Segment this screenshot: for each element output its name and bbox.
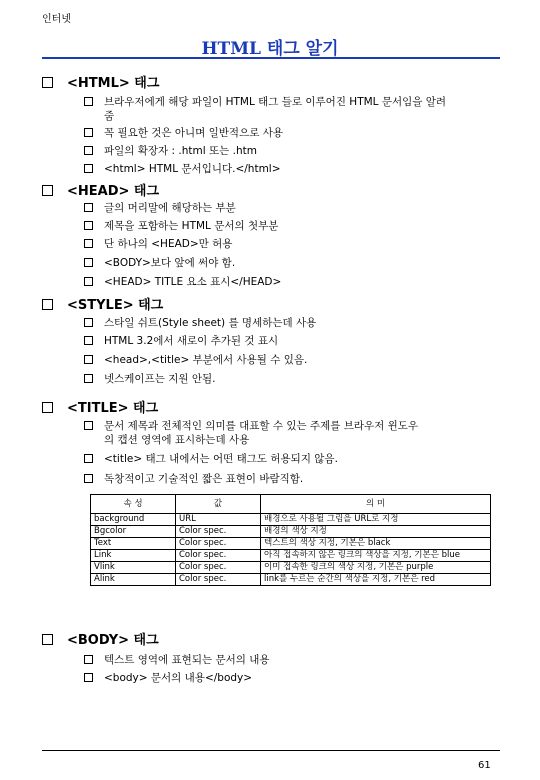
checkbox-bullet-icon [84, 673, 93, 682]
table-cell: 이미 접속한 링크의 색상 지정, 기본은 purple [261, 562, 491, 574]
list-item-text-continued: 의 캡션 영역에 표시하는데 사용 [104, 434, 250, 446]
list-item-text: <title> 태그 내에서는 어떤 태그도 허용되지 않음. [104, 453, 338, 465]
list-item-text: 제목을 포함하는 HTML 문서의 첫부분 [104, 220, 279, 232]
checkbox-bullet-icon [42, 634, 53, 645]
section-heading-text: <BODY> 태그 [67, 633, 159, 648]
table-cell: background [91, 514, 176, 526]
list-item-text: 브라우저에게 해당 파일이 HTML 태그 들로 이루어진 HTML 문서임을 알려 [104, 96, 447, 108]
table-cell: Text [91, 538, 176, 550]
checkbox-bullet-icon [84, 277, 93, 286]
section-heading-style [42, 294, 163, 313]
body-attribute-table [90, 494, 491, 586]
page-title: HTML 태그 알기 [201, 39, 339, 59]
checkbox-bullet-icon [84, 128, 93, 137]
checkbox-bullet-icon [84, 336, 93, 345]
list-item-text: <body> 문서의 내용</body> [104, 672, 253, 684]
section-heading-head [42, 180, 159, 199]
section-heading-text: <STYLE> 태그 [67, 298, 164, 313]
table-row [91, 574, 491, 586]
column-header-meaning: 의 미 [261, 495, 491, 514]
list-item-text: 글의 머리말에 해당하는 부분 [104, 202, 236, 214]
title-underline [42, 57, 500, 59]
list-item-text: 스타일 쉬트(Style sheet) 를 명세하는데 사용 [104, 317, 317, 329]
table-row [91, 562, 491, 574]
running-header: 인터넷 [42, 14, 71, 25]
list-item-text: HTML 3.2에서 새로이 추가된 것 표시 [104, 335, 279, 347]
checkbox-bullet-icon [84, 474, 93, 483]
table-cell: Color spec. [176, 538, 261, 550]
table-cell: 텍스트의 색상 지정, 기본은 black [261, 538, 491, 550]
checkbox-bullet-icon [84, 221, 93, 230]
list-item-text: 넷스케이프는 지원 안됨. [104, 373, 216, 385]
section-heading-text: <HTML> 태그 [67, 76, 160, 91]
table-cell: Alink [91, 574, 176, 586]
list-item-text-continued: 줌 [104, 110, 115, 122]
checkbox-bullet-icon [42, 77, 53, 88]
checkbox-bullet-icon [84, 421, 93, 430]
list-item-text: <HEAD> TITLE 요소 표시</HEAD> [104, 276, 282, 288]
list-item-text: 텍스트 영역에 표현되는 문서의 내용 [104, 654, 270, 666]
list-item-text: <head>,<title> 부분에서 사용될 수 있음. [104, 354, 308, 366]
list-item-text: 단 하나의 <HEAD>만 허용 [104, 238, 233, 250]
checkbox-bullet-icon [42, 299, 53, 310]
checkbox-bullet-icon [84, 164, 93, 173]
table-row [91, 550, 491, 562]
list-item-text: <html> HTML 문서입니다.</html> [104, 163, 281, 175]
checkbox-bullet-icon [42, 185, 53, 196]
checkbox-bullet-icon [84, 655, 93, 664]
table-cell: Color spec. [176, 574, 261, 586]
checkbox-bullet-icon [84, 203, 93, 212]
list-item-text: 꼭 필요한 것은 아니며 일반적으로 사용 [104, 127, 283, 139]
table-cell: link를 누르는 순간의 색상을 지정, 기본은 red [261, 574, 491, 586]
table-cell: Bgcolor [91, 526, 176, 538]
table-cell: 배경으로 사용될 그림을 URL로 지정 [261, 514, 491, 526]
list-item-text: 문서 제목과 전체적인 의미를 대표할 수 있는 주제를 브라우저 윈도우 [104, 420, 419, 432]
section-heading-html [42, 72, 159, 91]
list-item-text: 파일의 확장자 : .html 또는 .htm [104, 145, 257, 157]
checkbox-bullet-icon [42, 402, 53, 413]
table-cell: 배경의 색상 지정 [261, 526, 491, 538]
column-header-value: 값 [176, 495, 261, 514]
table-cell: Vlink [91, 562, 176, 574]
table-cell: URL [176, 514, 261, 526]
table-cell: Color spec. [176, 526, 261, 538]
table-header-row [91, 495, 491, 514]
checkbox-bullet-icon [84, 239, 93, 248]
section-heading-text: <TITLE> 태그 [67, 401, 159, 416]
table-cell: Color spec. [176, 550, 261, 562]
footer-rule [42, 750, 500, 751]
checkbox-bullet-icon [84, 146, 93, 155]
table-cell: 아직 접속하지 않은 링크의 색상을 지정, 기본은 blue [261, 550, 491, 562]
table-row [91, 526, 491, 538]
list-item-text: <BODY>보다 앞에 써야 함. [104, 257, 236, 269]
table-row [91, 514, 491, 526]
table-cell: Link [91, 550, 176, 562]
list-item-text: 독창적이고 기술적인 짧은 표현이 바람직함. [104, 473, 304, 485]
checkbox-bullet-icon [84, 374, 93, 383]
section-heading-text: <HEAD> 태그 [67, 184, 160, 199]
checkbox-bullet-icon [84, 97, 93, 106]
checkbox-bullet-icon [84, 318, 93, 327]
checkbox-bullet-icon [84, 355, 93, 364]
table-cell: Color spec. [176, 562, 261, 574]
section-heading-body [42, 629, 159, 648]
section-heading-title [42, 397, 158, 416]
checkbox-bullet-icon [84, 454, 93, 463]
column-header-attribute: 속 성 [91, 495, 176, 514]
checkbox-bullet-icon [84, 258, 93, 267]
page-number: 61 [478, 760, 491, 771]
table-row [91, 538, 491, 550]
